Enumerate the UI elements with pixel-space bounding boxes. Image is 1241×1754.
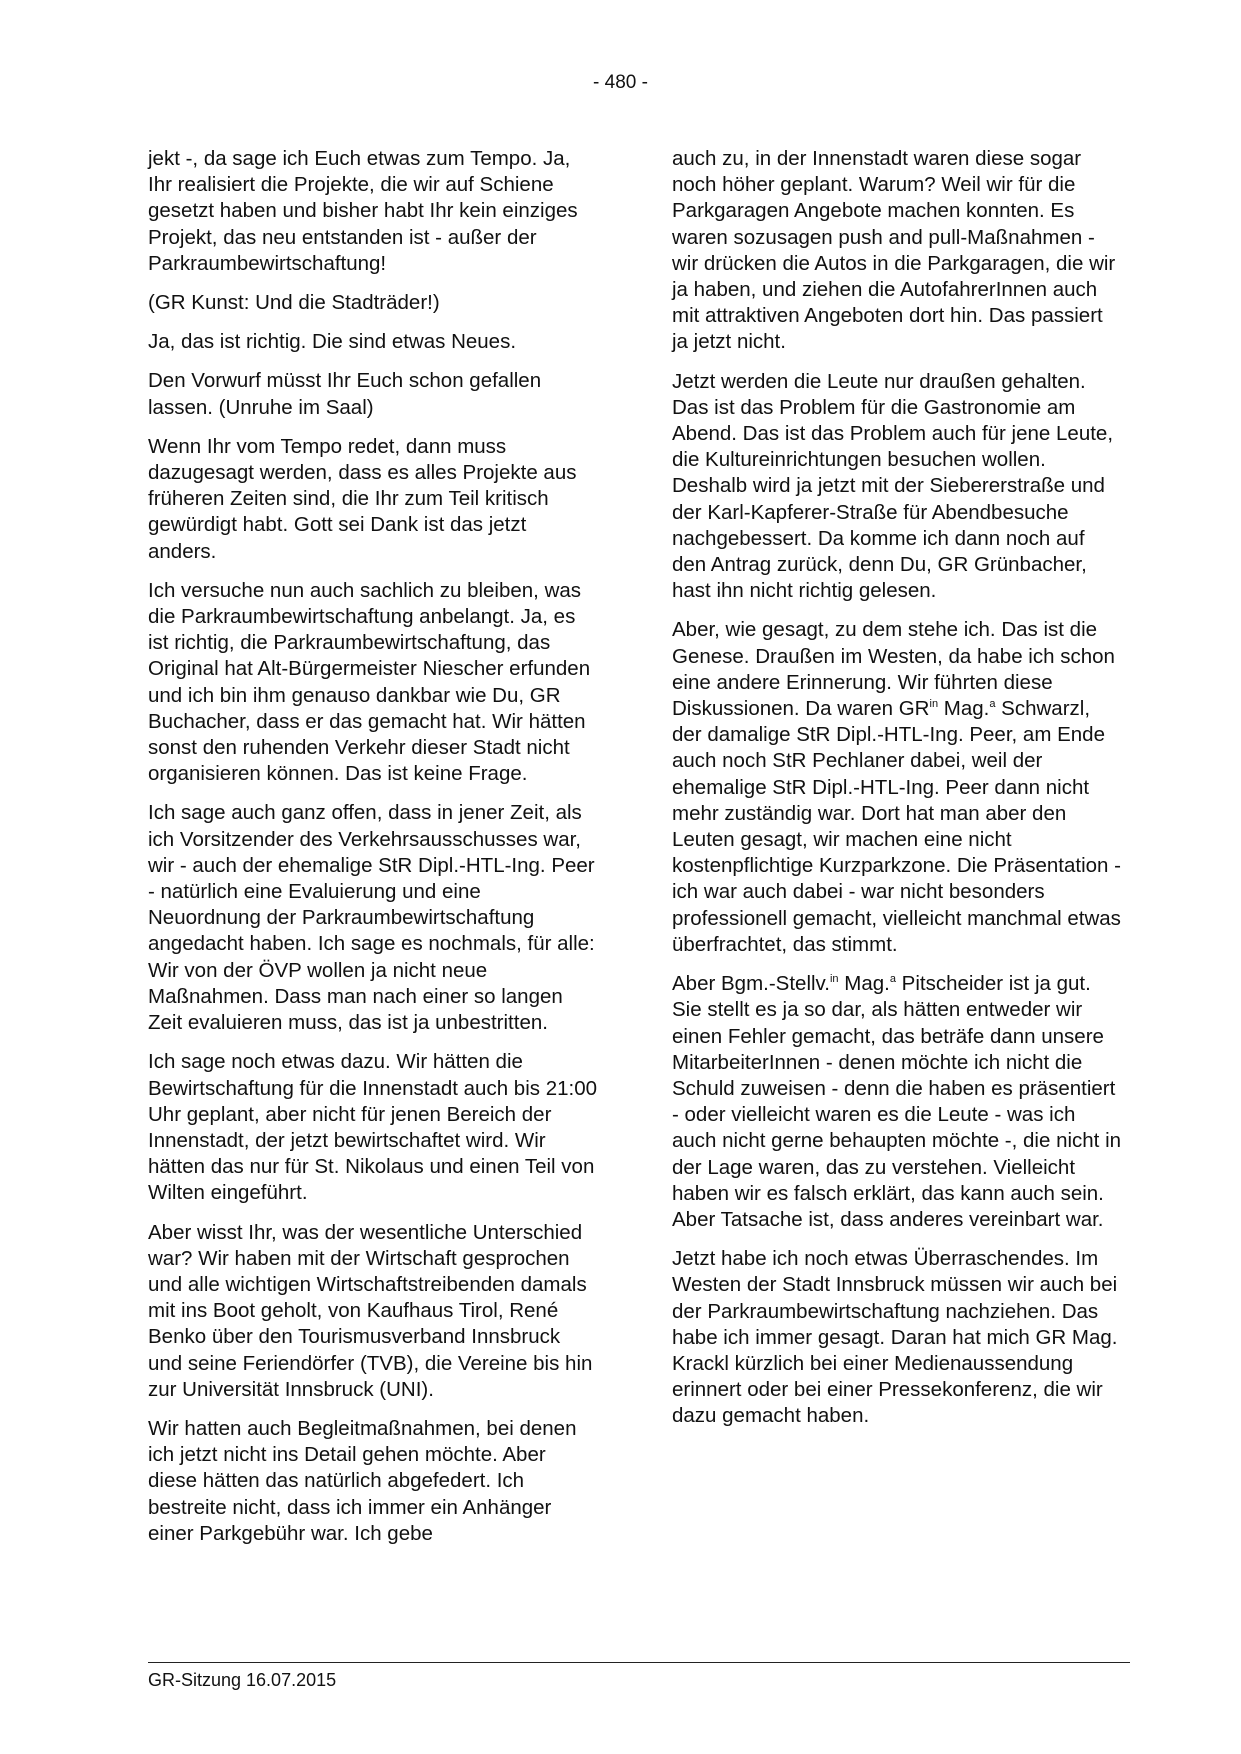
text-run: Mag.: [938, 697, 990, 721]
paragraph: Ich sage noch etwas dazu. Wir hätten die Bewirtschaftung für die Innenstadt auch bis 21:00 Uhr geplant, aber nicht für jenen Bereich der Innenstadt, der jetzt bewirtschaftet wird. Wir hätten das nur für St. Nikolaus und einen Teil von Wilten eingeführt.: [148, 1050, 598, 1205]
paragraph: Wir hatten auch Begleitmaßnahmen, bei denen ich jetzt nicht ins Detail gehen möchte. Aber diese hätten das natürlich abgefedert. Ich bestreite nicht, dass ich immer ein Anhänger einer Parkgebühr war. Ich gebe: [148, 1416, 577, 1545]
paragraph: Wenn Ihr vom Tempo redet, dann muss dazugesagt werden, dass es alles Projekte aus früheren Zeiten sind, die Ihr zum Teil kritisch gewürdigt habt. Gott sei Dank ist das jetzt anders.: [148, 434, 577, 563]
text-run: Pitscheider ist ja gut. Sie stellt es ja so dar, als hätten entweder wir einen Fehler gemacht, das beträfe dann unsere MitarbeiterInnen - denen möchte ich nicht die Schuld zuweisen - denn die haben es präsentiert - oder vielleicht waren es die Leute - was ich auch nicht gerne behaupten möchte -, die nicht in der Lage waren, das zu verstehen. Vielleicht haben wir es falsch erklärt, das kann auch sein. Aber Tatsache ist, dass anderes vereinbart war.: [672, 972, 1122, 1231]
paragraph: Aber wisst Ihr, was der wesentliche Unterschied war? Wir haben mit der Wirtschaft gesprochen und alle wichtigen Wirtschaftstreibenden damals mit ins Boot geholt, von Kaufhaus Tirol, René Benko über den Tourismusverband Innsbruck und seine Feriendörfer (TVB), die Vereine bis hin zur Universität Innsbruck (UNI).: [148, 1220, 593, 1401]
superscript: in: [829, 973, 839, 986]
paragraph: [672, 971, 1122, 1233]
paragraph: Ich versuche nun auch sachlich zu bleiben, was die Parkraumbewirtschaftung anbelangt. Ja, es ist richtig, die Parkraumbewirtschaftung, das Original hat Alt-Bürgermeister Niescher erfunden und ich bin ihm genauso dankbar wie Du, GR Buchacher, dass er das gemacht hat. Wir hätten sonst den ruhenden Verkehr dieser Stadt nicht organisieren können. Das ist keine Frage.: [148, 578, 591, 786]
interjection: (GR Kunst: Und die Stadträder!): [148, 291, 440, 315]
paragraph: jekt -, da sage ich Euch etwas zum Tempo. Ja, Ihr realisiert die Projekte, die wir auf Schiene gesetzt haben und bisher habt Ihr kein einziges Projekt, das neu entstanden ist - außer der Parkraumbewirtschaftung!: [148, 147, 578, 275]
paragraph: Den Vorwurf müsst Ihr Euch schon gefallen lassen. (Unruhe im Saal): [148, 369, 542, 419]
paragraph: Jetzt habe ich noch etwas Überraschendes. Im Westen der Stadt Innsbruck müssen wir auch bei der Parkraumbewirtschaftung nachziehen. Das habe ich immer gesagt. Daran hat mich GR Mag. Krackl kürzlich bei einer Medienaussendung erinnert oder bei einer Pressekonferenz, die wir dazu gemacht haben.: [672, 1247, 1118, 1428]
paragraph: [672, 617, 1122, 958]
text-run: Aber, wie gesagt, zu dem stehe ich. Das ist die Genese. Draußen im Westen, da habe ich schon eine andere Erinnerung. Wir führten diese Diskussionen. Da waren GR: [672, 618, 1115, 721]
text-run: Mag.: [838, 972, 890, 996]
text-run: Schwarzl, der damalige StR Dipl.-HTL-Ing. Peer, am Ende auch noch StR Pechlaner dabei, weil der ehemalige StR Dipl.-HTL-Ing. Peer dann nicht mehr zuständig war. Dort hat man aber den Leuten gesagt, wir machen eine nicht kostenpflichtige Kurzparkzone. Die Präsentation - ich war auch dabei - war nicht besonders professionell gemacht, vielleicht manchmal etwas überfrachtet, das stimmt.: [672, 697, 1121, 956]
footer-label: GR-Sitzung 16.07.2015: [148, 1670, 337, 1690]
left-column: [148, 146, 598, 1560]
page-number: - 480 -: [593, 72, 648, 93]
superscript: a: [989, 698, 996, 711]
footer-divider: [148, 1662, 1130, 1663]
paragraph: auch zu, in der Innenstadt waren diese sogar noch höher geplant. Warum? Weil wir für die Parkgaragen Angebote machen konnten. Es waren sozusagen push and pull-Maßnahmen - wir drücken die Autos in die Parkgaragen, die wir ja haben, und ziehen die AutofahrerInnen auch mit attraktiven Angeboten dort hin. Das passiert ja jetzt nicht.: [672, 147, 1116, 354]
paragraph: Jetzt werden die Leute nur draußen gehalten. Das ist das Problem für die Gastronomie am Abend. Das ist das Problem auch für jene Leute, die Kultureinrichtungen besuchen wollen. Deshalb wird ja jetzt mit der Siebererstraße und der Karl-Kapferer-Straße für Abendbesuche nachgebessert. Da komme ich dann noch auf den Antrag zurück, denn Du, GR Grünbacher, hast ihn nicht richtig gelesen.: [672, 369, 1114, 603]
right-column: [672, 146, 1122, 1443]
paragraph: Ja, das ist richtig. Die sind etwas Neues.: [148, 330, 517, 354]
text-run: Aber Bgm.-Stellv.: [672, 972, 830, 996]
superscript: a: [889, 973, 896, 986]
superscript: in: [929, 698, 939, 711]
paragraph: Ich sage auch ganz offen, dass in jener Zeit, als ich Vorsitzender des Verkehrsausschusses war, wir - auch der ehemalige StR Dipl.-HTL-Ing. Peer - natürlich eine Evaluierung und eine Neuordnung der Parkraumbewirtschaftung angedacht haben. Ich sage es nochmals, für alle: Wir von der ÖVP wollen ja nicht neue Maßnahmen. Dass man nach einer so langen Zeit evaluieren muss, das ist ja unbestritten.: [148, 801, 595, 1035]
